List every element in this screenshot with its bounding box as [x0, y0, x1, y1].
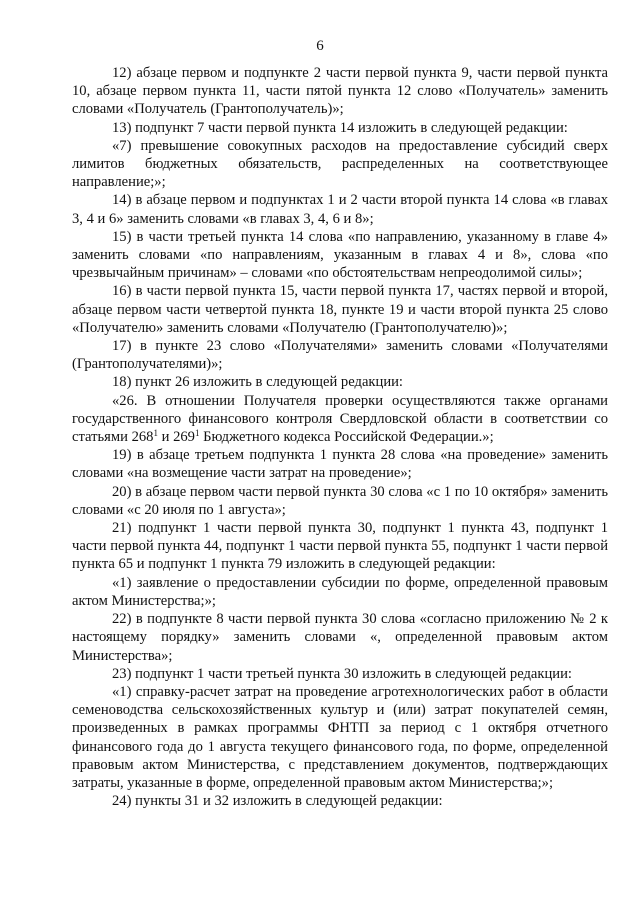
paragraph-item-14: 14) в абзаце первом и подпунктах 1 и 2 части второй пункта 14 слова «в главах 3, 4 и 6» заменить словами «в главах 3, 4, 6 и 8»; [72, 192, 608, 227]
paragraph-item-18: 18) пункт 26 изложить в следующей редакции: [112, 374, 403, 391]
paragraph-item-21: 21) подпункт 1 части первой пункта 30, подпункт 1 пункта 43, подпункт 1 части первой пункта 44, подпункт 1 части первой пункта 55, подпункт 1 части первой пункта 65 и подпункт 1 пункта 79 изложить в следующей редакции: [72, 520, 608, 573]
quoted-subpoint-1-application: «1) заявление о предоставлении субсидии по форме, определенной правовым актом Министерства;»; [72, 574, 608, 609]
point-26-text-c: Бюджетного кодекса Российской Федерации.»; [199, 429, 494, 446]
quoted-point-26 [72, 392, 608, 447]
point-26-text-a: «26. В отношении Получателя проверки осуществляются также органами государственного финансового контроля Свердловской области в соответствии со статьями 268 [72, 392, 608, 446]
paragraph-item-19: 19) в абзаце третьем подпункта 1 пункта 28 слова «на проведение» заменить словами «на возмещение части затрат на проведение»; [72, 447, 608, 482]
paragraph-item-13: 13) подпункт 7 части первой пункта 14 изложить в следующей редакции: [112, 119, 568, 136]
paragraph-item-23: 23) подпункт 1 части третьей пункта 30 изложить в следующей редакции: [112, 665, 572, 682]
paragraph-item-20: 20) в абзаце первом части первой пункта 30 слова «с 1 по 10 октября» заменить словами «с 20 июля по 1 августа»; [72, 483, 608, 518]
paragraph-item-15: 15) в части третьей пункта 14 слова «по направлению, указанному в главе 4» заменить словами «по направлениям, указанным в главах 4 и 8», слова «по чрезвычайным причинам» – словами «по обстоятельствам непреодолимой силы»; [72, 228, 608, 282]
quoted-subpoint-7: «7) превышение совокупных расходов на предоставление субсидий сверх лимитов бюджетных обязательств, распределенных на соответствующее направление;»; [72, 137, 608, 191]
document-body [72, 64, 608, 810]
paragraph-item-24: 24) пункты 31 и 32 изложить в следующей редакции: [112, 793, 443, 810]
paragraph-item-12: 12) абзаце первом и подпункте 2 части первой пункта 9, части первой пункта 10, абзаце первом пункта 11, части пятой пункта 12 слово «Получатель» заменить словами «Получатель (Грантополучатель)»; [72, 65, 608, 118]
quoted-subpoint-1-calculation: «1) справку-расчет затрат на проведение агротехнологических работ в области семеноводства сельскохозяйственных культур и (или) затрат покупателей семян, произведенных в рамках программы ФНТП за период с 1 октября отчетного финансового года до 1 августа текущего финансового года, по форме, определенной правовым актом Министерства, с представлением документов, подтверждающих затраты, указанные в форме, определенной правовым актом Министерства;»; [72, 683, 608, 791]
article-269-superscript: 1 [194, 428, 200, 439]
paragraph-item-16: 16) в части первой пункта 15, части первой пункта 17, частях первой и второй, абзаце первом части четвертой пункта 18, пункте 19 и части второй пункта 25 слово «Получателю» заменить словами «Получателю (Грантополучателю)»; [72, 283, 608, 336]
page-number: 6 [316, 38, 324, 54]
paragraph-item-22: 22) в подпункте 8 части первой пункта 30 слова «согласно приложению № 2 к настоящему порядку» заменить словами «, определенной правовым актом Министерства»; [72, 611, 608, 664]
point-26-text-b: и 269 [157, 429, 195, 446]
paragraph-item-17: 17) в пункте 23 слово «Получателями» заменить словами «Получателями (Грантополучателями)»; [72, 338, 608, 373]
article-268-superscript: 1 [153, 428, 158, 439]
